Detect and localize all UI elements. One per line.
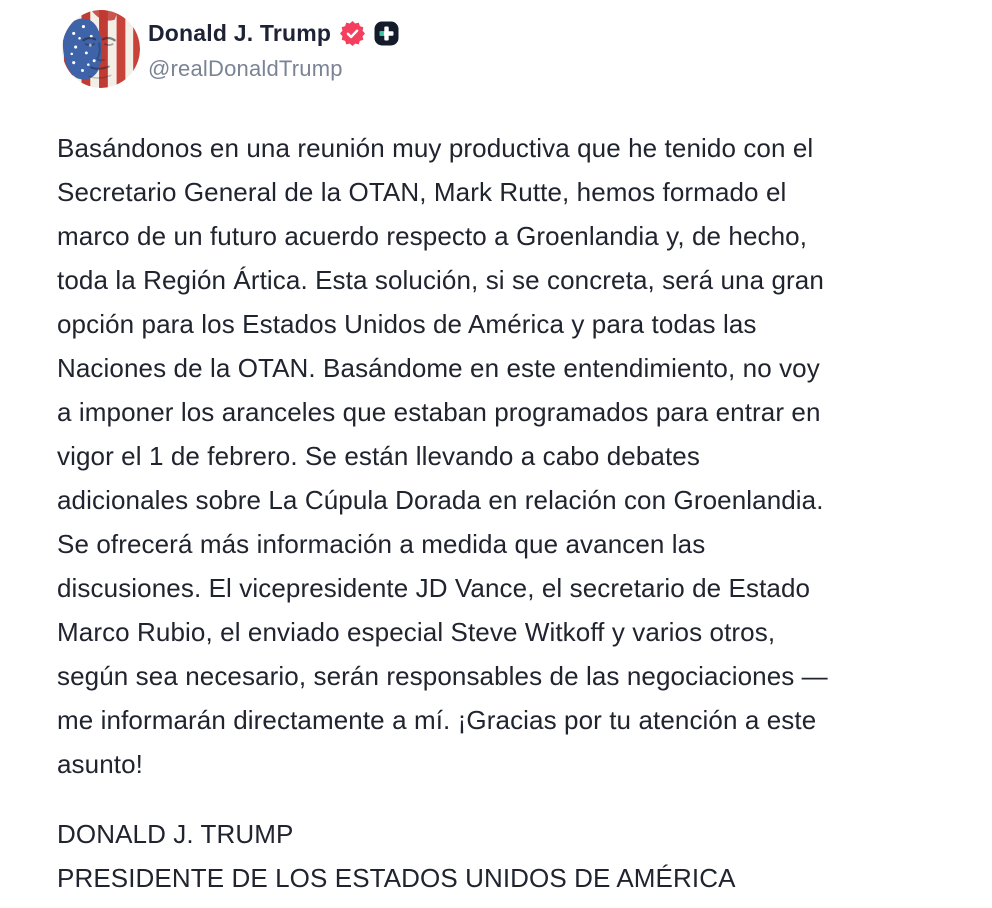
post-body-line: vigor el 1 de febrero. Se están llevando a cabo debates [57, 441, 700, 471]
post-body-line: a imponer los aranceles que estaban programados para entrar en [57, 397, 821, 427]
author-handle[interactable]: @realDonaldTrump [148, 56, 343, 81]
post-body-line: Marco Rubio, el enviado especial Steve Witkoff y varios otros, [57, 617, 776, 647]
post-body-line: Naciones de la OTAN. Basándome en este entendimiento, no voy [57, 353, 820, 383]
post-body-line: Secretario General de la OTAN, Mark Rutte, hemos formado el [57, 177, 787, 207]
avatar[interactable] [62, 10, 140, 88]
verified-badge-icon [340, 21, 365, 46]
post-body-line: opción para los Estados Unidos de América y para todas las [57, 309, 757, 339]
post-body-line: discusiones. El vicepresidente JD Vance, el secretario de Estado [57, 573, 811, 603]
post-body-line: me informarán directamente a mí. ¡Gracias por tu atención a este [57, 705, 817, 735]
post-body-line: adicionales sobre La Cúpula Dorada en relación con Groenlandia. [57, 485, 824, 515]
post-header [148, 20, 399, 82]
post-body [57, 126, 957, 786]
post-body-line: toda la Región Ártica. Esta solución, si se concreta, será una gran [57, 265, 824, 295]
post-signature [57, 812, 736, 900]
post-body-line: Se ofrecerá más información a medida que avancen las [57, 529, 706, 559]
signature-name-line: DONALD J. TRUMP [57, 819, 294, 849]
post-body-line: marco de un futuro acuerdo respecto a Groenlandia y, de hecho, [57, 221, 808, 251]
post-body-line: asunto! [57, 749, 143, 779]
author-display-name[interactable]: Donald J. Trump [148, 20, 332, 46]
avatar-flag-face-image [62, 10, 140, 88]
post-body-line: Basándonos en una reunión muy productiva que he tenido con el [57, 133, 814, 163]
truth-plus-badge-icon [374, 21, 399, 46]
post-body-line: según sea necesario, serán responsables de las negociaciones — [57, 661, 828, 691]
signature-title-line: PRESIDENTE DE LOS ESTADOS UNIDOS DE AMÉRICA [57, 863, 736, 893]
